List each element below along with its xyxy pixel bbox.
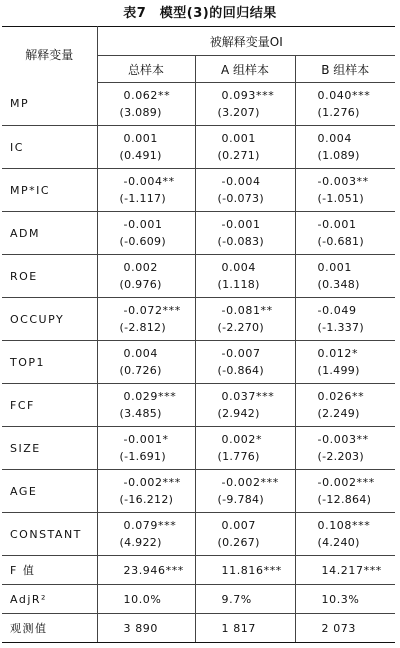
t-statistic-value: (-0.609) (119, 235, 166, 248)
coefficient-value: 0.004 (317, 132, 352, 145)
t-statistic-value: (1.118) (217, 278, 260, 291)
table-title: 表7 模型(3)的回归结果 (123, 6, 277, 21)
coefficient-value: -0.081** (221, 304, 273, 317)
t-statistic-value: (0.976) (119, 278, 162, 291)
coefficient-value: 0.012* (317, 347, 359, 360)
t-statistic-value: (0.271) (217, 149, 260, 162)
variable-name: TOP1 (2, 341, 97, 384)
coefficient-value: -0.002*** (221, 476, 279, 489)
table-body (2, 83, 395, 643)
cell-total (97, 427, 195, 470)
stat-total: 23.946*** (97, 556, 195, 585)
cell-group-b (295, 169, 395, 212)
coefficient-value: 0.029*** (123, 390, 177, 403)
t-statistic-value: (-12.864) (317, 493, 372, 506)
cell-group-b (295, 427, 395, 470)
t-statistic-value: (0.267) (217, 536, 260, 549)
coefficient-value: -0.002*** (317, 476, 375, 489)
variable-name: CONSTANT (2, 513, 97, 556)
cell-group-b (295, 126, 395, 169)
t-statistic-value: (-2.812) (119, 321, 166, 334)
coefficient-value: -0.003** (317, 433, 369, 446)
cell-group-b (295, 298, 395, 341)
table-row (2, 126, 395, 169)
t-statistic-value: (0.726) (119, 364, 162, 377)
cell-group-a (195, 427, 295, 470)
stat-group-b: 14.217*** (295, 556, 395, 585)
t-statistic-value: (1.499) (317, 364, 360, 377)
column-header-total: 总样本 (97, 56, 195, 83)
cell-group-a (195, 384, 295, 427)
coefficient-value: -0.003** (317, 175, 369, 188)
coefficient-value: -0.004** (123, 175, 175, 188)
table-row (2, 255, 395, 298)
t-statistic-value: (0.491) (119, 149, 162, 162)
stat-name: AdjR² (2, 585, 97, 614)
coefficient-value: 0.004 (123, 347, 158, 360)
cell-total (97, 513, 195, 556)
stat-group-a: 1 817 (195, 614, 295, 643)
table-row (2, 427, 395, 470)
t-statistic-value: (2.942) (217, 407, 260, 420)
t-statistic-value: (-16.212) (119, 493, 174, 506)
cell-group-a (195, 513, 295, 556)
t-statistic-value: (1.089) (317, 149, 360, 162)
cell-total (97, 126, 195, 169)
coefficient-value: -0.007 (221, 347, 261, 360)
coefficient-value: -0.001 (317, 218, 357, 231)
t-statistic-value: (1.276) (317, 106, 360, 119)
coefficient-value: 0.062** (123, 89, 171, 102)
stat-name: 观测值 (2, 614, 97, 643)
table-row (2, 83, 395, 126)
t-statistic-value: (-9.784) (217, 493, 264, 506)
column-header-group-b: B 组样本 (295, 56, 395, 83)
coefficient-value: 0.001 (123, 132, 158, 145)
cell-group-a (195, 255, 295, 298)
t-statistic-value: (-1.691) (119, 450, 166, 463)
cell-group-a (195, 126, 295, 169)
t-statistic-value: (3.207) (217, 106, 260, 119)
t-statistic-value: (2.249) (317, 407, 360, 420)
t-statistic-value: (-0.083) (217, 235, 264, 248)
table-row (2, 169, 395, 212)
stat-name: F 值 (2, 556, 97, 585)
cell-group-a (195, 212, 295, 255)
coefficient-value: -0.004 (221, 175, 261, 188)
variable-name: OCCUPY (2, 298, 97, 341)
stat-group-a: 9.7% (195, 585, 295, 614)
t-statistic-value: (4.240) (317, 536, 360, 549)
stat-group-b: 2 073 (295, 614, 395, 643)
t-statistic-value: (-0.073) (217, 192, 264, 205)
coefficient-value: 0.093*** (221, 89, 275, 102)
table-row (2, 384, 395, 427)
cell-group-b (295, 384, 395, 427)
variable-name: MP (2, 83, 97, 126)
variable-name: ROE (2, 255, 97, 298)
cell-group-b (295, 212, 395, 255)
table-row (2, 298, 395, 341)
stat-row (2, 614, 395, 643)
coefficient-value: 0.040*** (317, 89, 371, 102)
cell-group-a (195, 341, 295, 384)
coefficient-value: 0.037*** (221, 390, 275, 403)
t-statistic-value: (1.776) (217, 450, 260, 463)
t-statistic-value: (3.485) (119, 407, 162, 420)
t-statistic-value: (3.089) (119, 106, 162, 119)
cell-group-a (195, 169, 295, 212)
stat-total: 10.0% (97, 585, 195, 614)
coefficient-value: -0.001 (221, 218, 261, 231)
coefficient-value: 0.001 (317, 261, 352, 274)
coefficient-value: 0.079*** (123, 519, 177, 532)
t-statistic-value: (-2.203) (317, 450, 364, 463)
coefficient-value: 0.108*** (317, 519, 371, 532)
stat-group-b: 10.3% (295, 585, 395, 614)
variable-name: SIZE (2, 427, 97, 470)
table-row (2, 212, 395, 255)
table-row (2, 470, 395, 513)
cell-total (97, 298, 195, 341)
group-header-label: 被解释变量OI (97, 27, 395, 56)
coefficient-value: 0.004 (221, 261, 256, 274)
variable-name: IC (2, 126, 97, 169)
t-statistic-value: (-1.051) (317, 192, 364, 205)
t-statistic-value: (-2.270) (217, 321, 264, 334)
coefficient-value: 0.026** (317, 390, 365, 403)
variable-name: FCF (2, 384, 97, 427)
coefficient-value: 0.002* (221, 433, 263, 446)
cell-total (97, 384, 195, 427)
variable-name: MP*IC (2, 169, 97, 212)
cell-total (97, 470, 195, 513)
coefficient-value: -0.001* (123, 433, 169, 446)
stat-total: 3 890 (97, 614, 195, 643)
coefficient-value: -0.072*** (123, 304, 181, 317)
row-header-label: 解释变量 (2, 27, 97, 83)
coefficient-value: 0.001 (221, 132, 256, 145)
coefficient-value: -0.001 (123, 218, 163, 231)
coefficient-value: -0.002*** (123, 476, 181, 489)
stat-row (2, 556, 395, 585)
cell-group-b (295, 83, 395, 126)
cell-total (97, 341, 195, 384)
t-statistic-value: (-1.337) (317, 321, 364, 334)
table-row (2, 341, 395, 384)
coefficient-value: 0.002 (123, 261, 158, 274)
stat-row (2, 585, 395, 614)
cell-total (97, 255, 195, 298)
column-header-group-a: A 组样本 (195, 56, 295, 83)
cell-total (97, 169, 195, 212)
cell-total (97, 212, 195, 255)
t-statistic-value: (-1.117) (119, 192, 166, 205)
t-statistic-value: (-0.681) (317, 235, 364, 248)
cell-total (97, 83, 195, 126)
variable-name: AGE (2, 470, 97, 513)
cell-group-a (195, 470, 295, 513)
cell-group-b (295, 513, 395, 556)
cell-group-b (295, 341, 395, 384)
t-statistic-value: (0.348) (317, 278, 360, 291)
table-row (2, 513, 395, 556)
regression-table (2, 26, 395, 643)
cell-group-b (295, 255, 395, 298)
cell-group-b (295, 470, 395, 513)
t-statistic-value: (4.922) (119, 536, 162, 549)
t-statistic-value: (-0.864) (217, 364, 264, 377)
variable-name: ADM (2, 212, 97, 255)
coefficient-value: 0.007 (221, 519, 256, 532)
cell-group-a (195, 83, 295, 126)
stat-group-a: 11.816*** (195, 556, 295, 585)
cell-group-a (195, 298, 295, 341)
coefficient-value: -0.049 (317, 304, 357, 317)
